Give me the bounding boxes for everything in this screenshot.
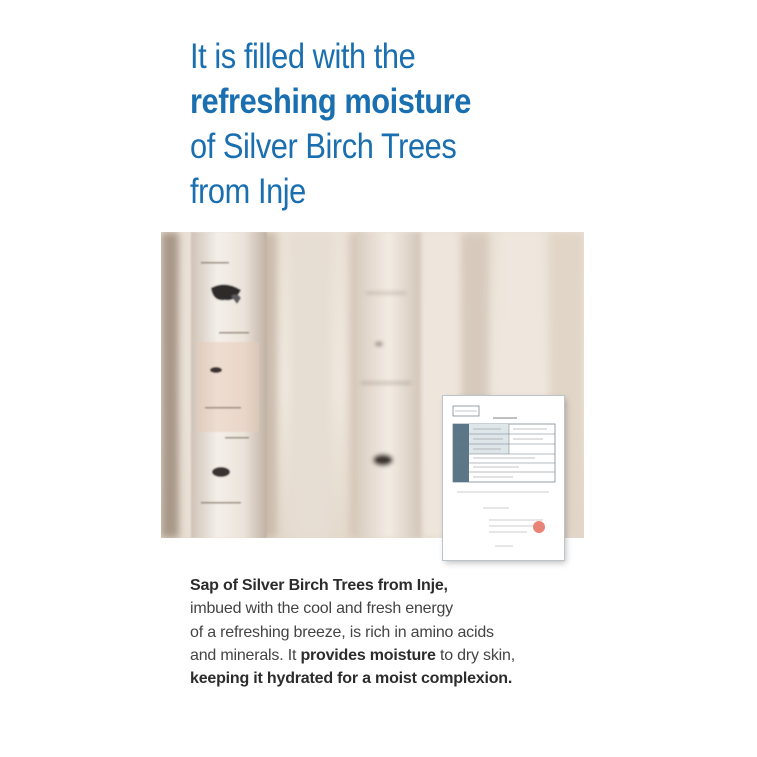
description-line-2: imbued with the cool and fresh energy bbox=[190, 600, 453, 618]
description-line-4-end: to dry skin, bbox=[435, 646, 515, 664]
description-line-3: of a refreshing breeze, is rich in amino acids bbox=[190, 623, 494, 641]
headline-line-3: of Silver Birch Trees bbox=[190, 127, 457, 166]
description-emphasis-moisture: provides moisture bbox=[300, 646, 436, 664]
description bbox=[190, 574, 610, 690]
headline-line-2: refreshing moisture bbox=[190, 82, 471, 121]
description-line-4-start: and minerals. It bbox=[190, 646, 301, 664]
description-closing: keeping it hydrated for a moist complexion. bbox=[190, 670, 513, 688]
description-line-4 bbox=[190, 644, 610, 667]
headline-line-1: It is filled with the bbox=[190, 37, 416, 76]
certificate-document bbox=[443, 396, 564, 560]
description-lead: Sap of Silver Birch Trees from Inje, bbox=[190, 577, 448, 594]
headline-line-4: from Inje bbox=[190, 172, 306, 211]
headline bbox=[190, 34, 560, 214]
